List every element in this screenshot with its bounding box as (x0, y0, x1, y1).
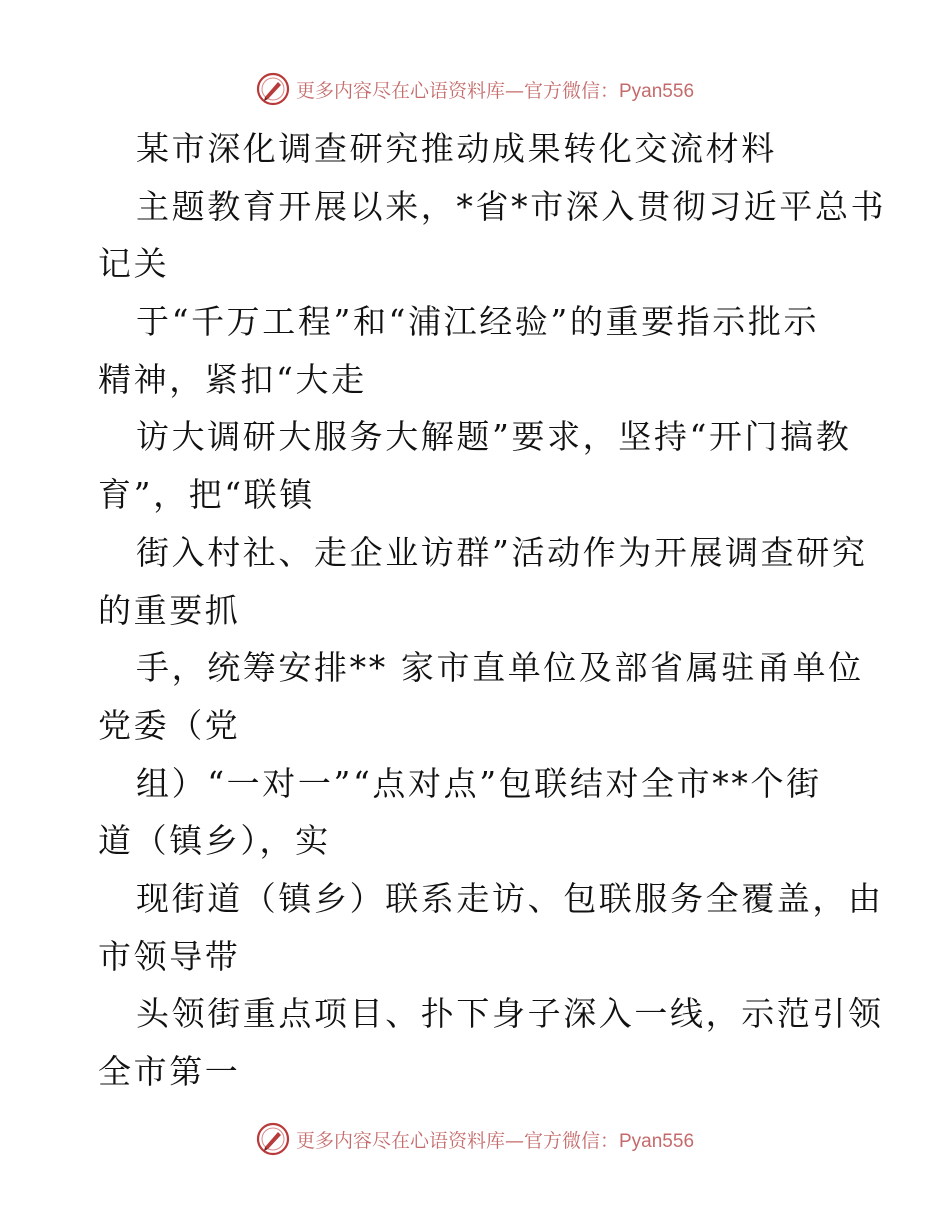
text-line: 全市第一 (98, 1052, 241, 1091)
pen-logo-icon (256, 72, 290, 106)
text-line: 头领街重点项目、扑下身子深入一线，示范引领 (136, 994, 884, 1034)
text-line: 主题教育开展以来，*省*市深入贯彻习近平总书 (136, 186, 887, 226)
footer-banner (0, 1122, 950, 1156)
text-line: 育”，把“联镇 (98, 475, 315, 515)
banner-label: 官方微信： (523, 1129, 619, 1152)
text-line: 市领导带 (98, 936, 241, 976)
header-banner-text (296, 76, 694, 103)
text-line: 组）“一对一”“点对点”包联结对全市**个街 (136, 763, 822, 803)
banner-account: Pyan556 (619, 80, 695, 102)
document-body (98, 120, 887, 1101)
text-line: 精神，紧扣“大走 (98, 359, 367, 399)
pen-logo-icon (256, 1122, 290, 1156)
document-title: 某市深化调查研究推动成果转化交流材料 (136, 129, 777, 168)
text-line: 访大调研大服务大解题”要求，坚持“开门搞教 (136, 417, 852, 457)
header-banner (0, 72, 950, 106)
footer-banner-text (296, 1126, 694, 1153)
banner-dash: — (504, 79, 524, 102)
text-line: 的重要抓 (98, 590, 241, 630)
text-line: 现街道（镇乡）联系走访、包联服务全覆盖，由 (136, 878, 884, 918)
banner-account: Pyan556 (619, 1130, 695, 1152)
banner-main-text: 更多内容尽在心语资料库 (295, 79, 505, 102)
text-line: 记关 (98, 244, 170, 284)
text-line: 街入村社、走企业访群”活动作为开展调查研究 (136, 532, 868, 572)
text-line: 手，统筹安排** 家市直单位及部省属驻甬单位 (136, 648, 864, 688)
banner-dash: — (504, 1129, 524, 1152)
banner-label: 官方微信： (523, 79, 619, 102)
banner-main-text: 更多内容尽在心语资料库 (295, 1129, 505, 1152)
text-line: 道（镇乡），实 (98, 821, 331, 861)
text-line: 党委（党 (98, 705, 241, 745)
text-line: 于“千万工程”和“浦江经验”的重要指示批示 (136, 302, 820, 342)
